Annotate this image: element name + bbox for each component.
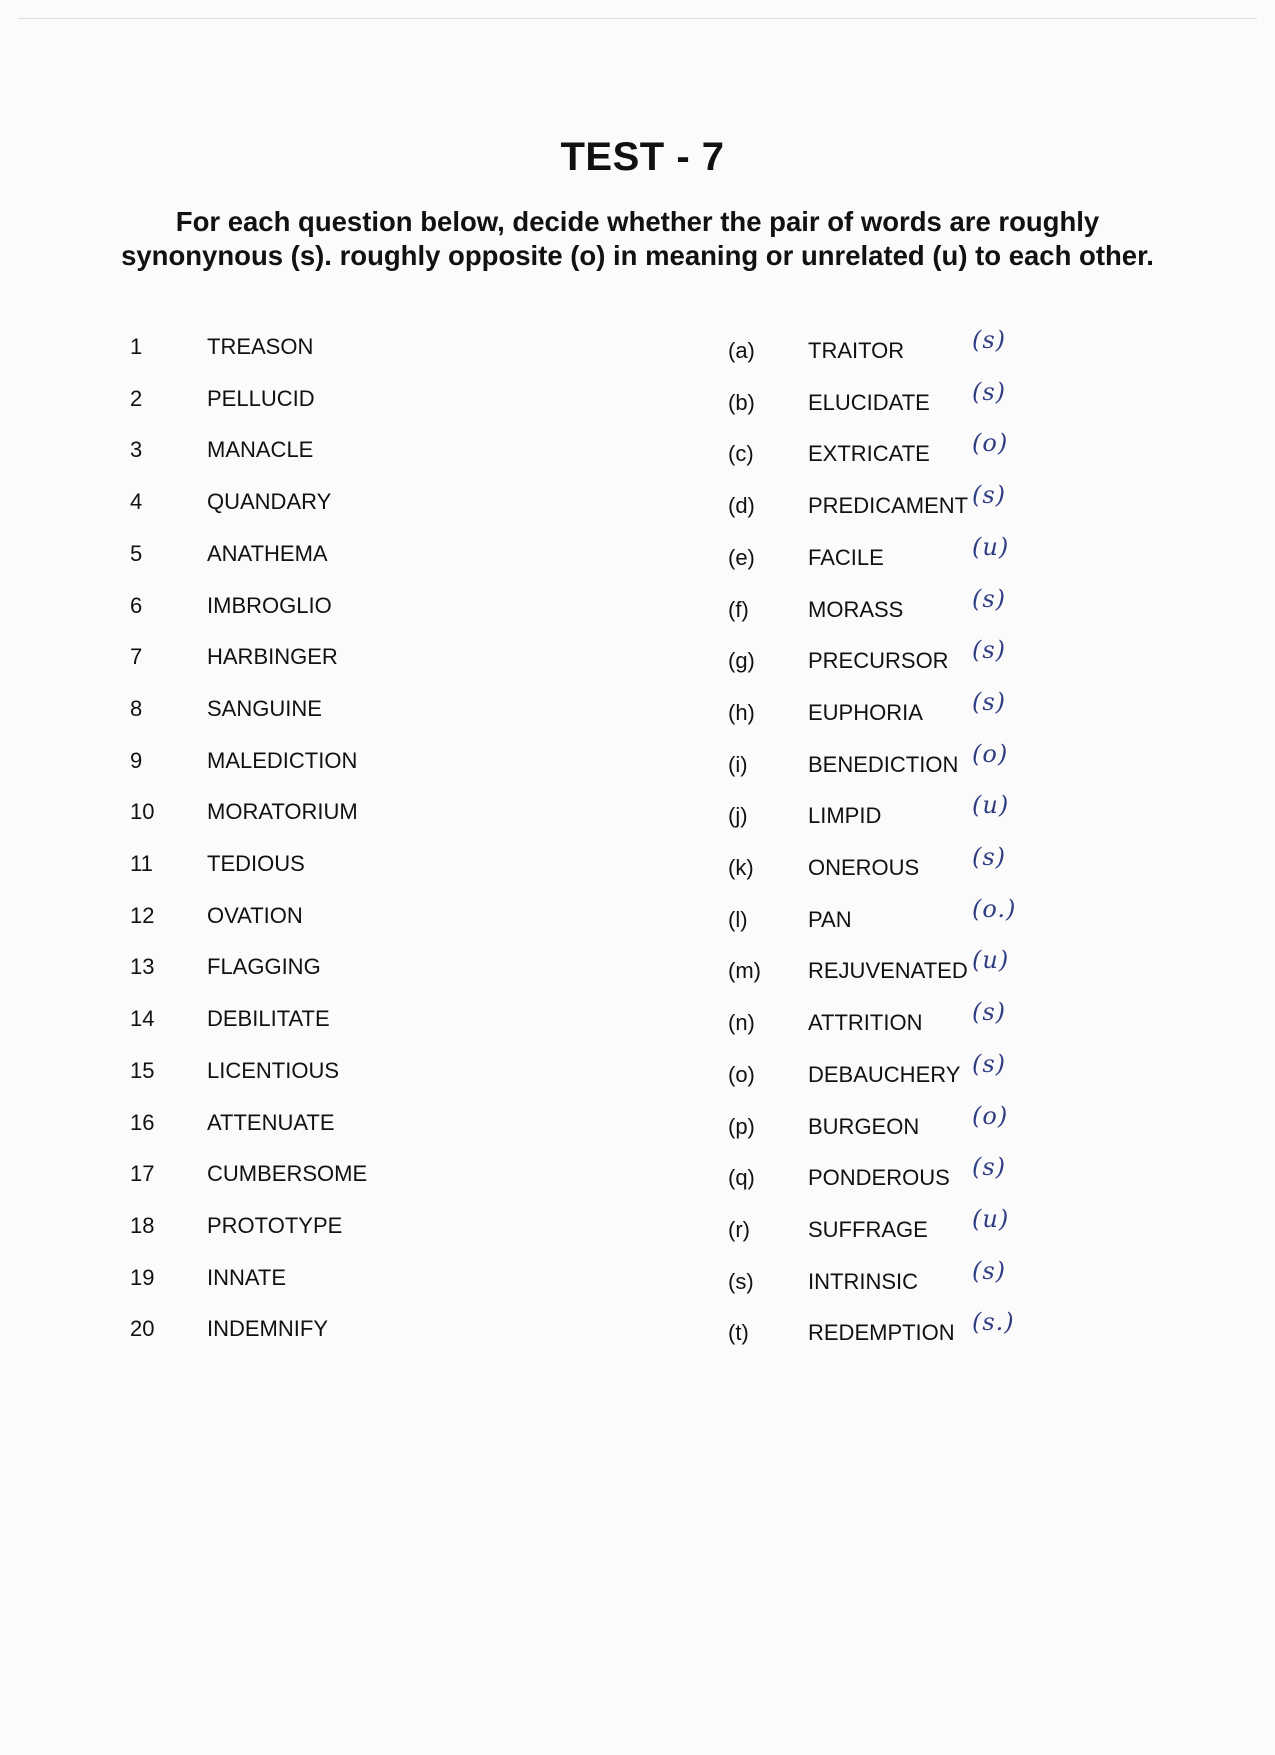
question-word: FLAGGING xyxy=(207,954,321,980)
question-number: 15 xyxy=(130,1057,155,1083)
option-word: PREDICAMENT xyxy=(808,493,969,519)
question-row xyxy=(0,481,1275,529)
option-letter: (c) xyxy=(728,441,754,467)
question-word: INNATE xyxy=(207,1264,287,1290)
question-row xyxy=(0,636,1275,684)
option-word: INTRINSIC xyxy=(808,1268,918,1294)
handwritten-answer: (u) xyxy=(972,791,1010,820)
question-number: 18 xyxy=(130,1212,155,1238)
question-word: MANACLE xyxy=(207,437,314,463)
option-letter: (m) xyxy=(728,958,761,984)
option-word: REDEMPTION xyxy=(808,1320,955,1346)
question-number: 19 xyxy=(130,1264,155,1290)
handwritten-answer: (s) xyxy=(972,636,1007,665)
question-number: 4 xyxy=(130,489,143,515)
question-number: 2 xyxy=(130,385,143,411)
option-word: ONEROUS xyxy=(808,855,920,880)
question-number: 7 xyxy=(130,644,143,670)
handwritten-answer: (s) xyxy=(972,1049,1007,1078)
question-word: TEDIOUS xyxy=(207,851,305,876)
question-word: ANATHEMA xyxy=(207,540,328,566)
option-word: ATTRITION xyxy=(808,1010,923,1036)
question-row xyxy=(0,429,1275,477)
question-number: 10 xyxy=(130,799,155,825)
option-letter: (d) xyxy=(728,493,755,519)
option-word: REJUVENATED xyxy=(808,958,968,984)
option-letter: (o) xyxy=(728,1061,755,1087)
question-number: 12 xyxy=(130,902,155,928)
question-row xyxy=(0,326,1275,374)
handwritten-answer: (s) xyxy=(972,1256,1007,1285)
question-row xyxy=(0,1204,1275,1253)
question-row xyxy=(0,532,1275,581)
question-row xyxy=(0,894,1275,943)
question-row xyxy=(0,1101,1275,1150)
option-letter: (e) xyxy=(728,544,755,570)
question-word: IMBROGLIO xyxy=(207,592,332,618)
question-word: OVATION xyxy=(207,902,303,928)
option-letter: (s) xyxy=(728,1268,754,1294)
question-row xyxy=(0,791,1275,839)
handwritten-answer: (u) xyxy=(972,946,1010,975)
question-word: ATTENUATE xyxy=(207,1109,335,1135)
option-letter: (p) xyxy=(728,1113,755,1139)
option-word: BENEDICTION xyxy=(808,751,959,777)
option-letter: (f) xyxy=(728,596,749,622)
handwritten-answer: (o) xyxy=(972,1101,1009,1130)
handwritten-answer: (s) xyxy=(972,998,1007,1027)
option-letter: (r) xyxy=(728,1216,750,1242)
question-word: MORATORIUM xyxy=(207,799,358,825)
question-row xyxy=(0,843,1275,891)
question-row xyxy=(0,1256,1275,1305)
question-number: 3 xyxy=(130,437,143,463)
question-number: 6 xyxy=(130,592,143,618)
question-row xyxy=(0,377,1275,426)
question-number: 9 xyxy=(130,747,143,773)
option-word: EUPHORIA xyxy=(808,699,923,725)
question-number: 20 xyxy=(130,1316,155,1342)
question-word: INDEMNIFY xyxy=(207,1316,328,1342)
option-word: MORASS xyxy=(808,596,904,622)
option-letter: (n) xyxy=(728,1010,755,1036)
option-letter: (h) xyxy=(728,699,755,725)
handwritten-answer: (s) xyxy=(972,687,1007,716)
handwritten-answer: (u) xyxy=(972,532,1010,561)
question-row xyxy=(0,998,1275,1046)
question-word: SANGUINE xyxy=(207,695,322,721)
question-number: 17 xyxy=(130,1161,155,1187)
question-number: 8 xyxy=(130,695,143,721)
instructions-text: For each question below, decide whether the pair of words are roughly synonynous (s). roughly opposite (o) in meaning or unrelated (u) to each other. xyxy=(121,206,1154,271)
option-letter: (g) xyxy=(728,648,755,674)
question-row xyxy=(0,584,1275,633)
question-word: DEBILITATE xyxy=(207,1006,330,1032)
handwritten-answer: (s.) xyxy=(972,1308,1015,1337)
question-word: LICENTIOUS xyxy=(207,1057,340,1083)
question-row xyxy=(0,1153,1275,1201)
option-letter: (t) xyxy=(728,1320,749,1346)
handwritten-answer: (o) xyxy=(972,429,1009,458)
option-letter: (k) xyxy=(728,855,754,880)
option-word: PONDEROUS xyxy=(808,1165,950,1191)
option-word: DEBAUCHERY xyxy=(808,1061,961,1087)
question-word: QUANDARY xyxy=(207,489,332,515)
option-letter: (b) xyxy=(728,389,755,415)
question-word: PELLUCID xyxy=(207,385,315,411)
question-word: MALEDICTION xyxy=(207,747,358,773)
question-word: PROTOTYPE xyxy=(207,1212,343,1238)
option-word: PRECURSOR xyxy=(808,648,949,674)
question-word: CUMBERSOME xyxy=(207,1161,368,1187)
handwritten-answer: (o.) xyxy=(972,894,1017,923)
option-word: ELUCIDATE xyxy=(808,389,930,415)
question-number: 14 xyxy=(130,1006,155,1032)
handwritten-answer: (s) xyxy=(972,326,1007,354)
question-number: 16 xyxy=(130,1109,155,1135)
handwritten-answer: (s) xyxy=(972,584,1007,613)
option-word: BURGEON xyxy=(808,1113,920,1139)
question-number: 5 xyxy=(130,540,143,566)
handwritten-answer: (u) xyxy=(972,1204,1010,1233)
option-word: LIMPID xyxy=(808,803,882,829)
question-word: HARBINGER xyxy=(207,644,338,670)
question-row xyxy=(0,1049,1275,1098)
question-row xyxy=(0,1308,1275,1356)
question-row xyxy=(0,687,1275,736)
option-word: SUFFRAGE xyxy=(808,1216,928,1242)
option-letter: (q) xyxy=(728,1165,755,1191)
question-row xyxy=(0,946,1275,994)
question-word: TREASON xyxy=(207,334,314,359)
option-word: EXTRICATE xyxy=(808,441,930,467)
option-word: TRAITOR xyxy=(808,338,905,363)
handwritten-answer: (o) xyxy=(972,739,1009,768)
handwritten-answer: (s) xyxy=(972,377,1007,406)
handwritten-answer: (s) xyxy=(972,843,1007,871)
option-letter: (a) xyxy=(728,338,755,363)
question-row xyxy=(0,739,1275,788)
option-letter: (i) xyxy=(728,751,748,777)
question-number: 11 xyxy=(130,851,153,876)
handwritten-answer: (s) xyxy=(972,481,1007,510)
test-title: TEST - 7 xyxy=(560,135,725,179)
option-word: PAN xyxy=(808,906,852,932)
option-letter: (j) xyxy=(728,803,748,829)
question-number: 1 xyxy=(130,334,143,359)
option-word: FACILE xyxy=(808,544,884,570)
handwritten-answer: (s) xyxy=(972,1153,1007,1182)
option-letter: (l) xyxy=(728,906,748,932)
question-number: 13 xyxy=(130,954,155,980)
